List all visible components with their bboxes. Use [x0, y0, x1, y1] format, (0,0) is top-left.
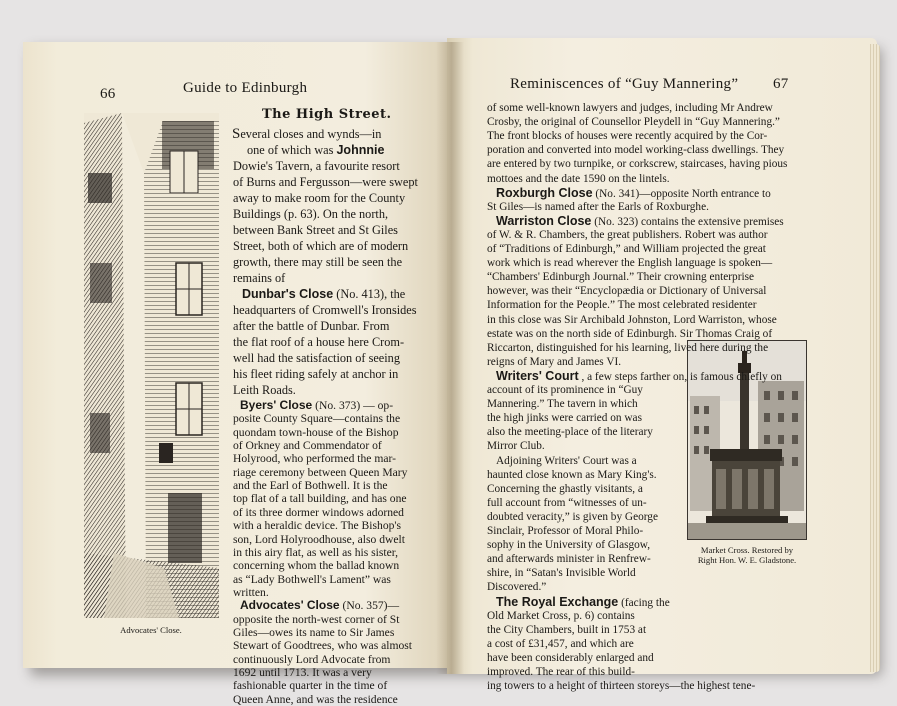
left-text-line: Dunbar's Close (No. 413), the: [242, 287, 406, 301]
right-text-line: Information for the People.” The most celebrated residenter: [487, 299, 757, 312]
right-text-line: however, was their “Encyclopædia or Dictionary of Universal: [487, 285, 767, 298]
left-text-line: and the Earl of Bothwell. It is the: [233, 479, 388, 493]
right-text-line: Riccarton, distinguished for his learning, lived here during the: [487, 341, 769, 354]
left-text-line: riage ceremony between Queen Mary: [233, 465, 408, 479]
right-text-line: doubted veracity,” is given by George: [487, 510, 658, 523]
left-text-line: posite County Square—contains the: [233, 412, 401, 426]
right-text-line: Warriston Close (No. 323) contains the extensive premises: [496, 213, 784, 228]
left-text-line: written.: [233, 585, 269, 599]
left-text-line: 1692 until 1713. It was a very: [233, 666, 372, 679]
left-text-line: after the battle of Dunbar. From: [233, 319, 390, 333]
right-text-line: The front blocks of houses were recently acquired by the Cor-: [487, 130, 768, 143]
right-text-line: sophy in the University of Glasgow,: [487, 539, 651, 552]
right-text-line: reigns of Mary and James VI.: [487, 355, 622, 368]
right-heading-highlight: Writers' Court: [496, 368, 579, 383]
right-text-line: Writers' Court , a few steps farther on, is famous chiefly on: [496, 368, 782, 383]
advocates-close-illustration: [84, 113, 219, 618]
right-text-line: “Chambers' Edinburgh Journal.” Their crowning enterprise: [487, 271, 755, 284]
left-text-line: away to make room for the County: [233, 191, 406, 205]
right-text-line: have been considerably enlarged and: [487, 651, 654, 664]
right-text-line: Sinclair, Professor of Moral Philo-: [487, 525, 644, 537]
right-text-line: Crosby, the original of Counsellor Pleydell in “Guy Mannering.”: [487, 116, 780, 129]
right-text-line: of “Traditions of Edinburgh,” and William projected the great: [487, 243, 766, 255]
right-text-line: full account from “witnesses of un-: [487, 496, 647, 509]
left-text-line: Stewart of Goodtrees, who was almost: [233, 639, 413, 653]
left-text-line: remains of: [233, 271, 286, 285]
left-text-line: Byers' Close (No. 373) — op-: [240, 398, 394, 412]
right-text-line: a cost of £31,457, and which are: [487, 637, 634, 650]
left-text-line: Giles—owes its name to Sir James: [233, 625, 395, 639]
left-text-line: Dowie's Tavern, a favourite resort: [233, 159, 400, 173]
left-text-line: concerning whom the ballad known: [233, 559, 400, 573]
left-text-line: Advocates' Close (No. 357)—: [240, 598, 400, 613]
left-text-line: Leith Roads.: [233, 383, 296, 397]
right-heading-highlight: Roxburgh Close: [496, 185, 593, 200]
right-text-line: improved. The rear of this build-: [487, 666, 635, 678]
left-text-line: continuously Lord Advocate from: [233, 652, 391, 666]
left-text-line: of its three dormer windows adorned: [233, 505, 404, 519]
left-text-line: of Orkney and Commendator of: [233, 439, 382, 453]
left-text-line: in this airy flat, as well as his sister,: [233, 545, 399, 559]
left-text-line: as “Lady Bothwell's Lament” was: [233, 572, 391, 586]
left-text-line: headquarters of Cromwell's Ironsides: [233, 303, 417, 317]
left-text-line: Buildings (p. 63). On the north,: [233, 207, 389, 221]
right-text-line: also the meeting-place of the literary: [487, 426, 653, 439]
right-text-line: are entered by two turnpike, or corkscrew, staircases, having pious: [487, 158, 788, 171]
left-illustration-caption: Advocates' Close.: [120, 625, 182, 635]
left-text-line: Street, both of which are of modern: [233, 239, 409, 253]
right-text-line: Discovered.”: [487, 581, 547, 594]
left-heading-highlight: Byers' Close: [240, 398, 313, 412]
right-text-line: Old Market Cross, p. 6) contains: [487, 609, 635, 622]
right-text-line: shire, in “Satan's Invisible World: [487, 567, 636, 580]
left-text-line: top flat of a tall building, and has one: [233, 492, 407, 506]
right-text-line: Concerning the ghastly visitants, a: [487, 482, 643, 495]
right-heading-highlight: Warriston Close: [496, 213, 592, 228]
right-text-line: Mirror Club.: [487, 440, 545, 453]
left-text-line: son, Lord Holyroodhouse, also dwelt: [233, 532, 405, 546]
left-text-line: between Bank Street and St Giles: [233, 223, 398, 237]
left-text-line: his fleet riding safely at anchor in: [233, 367, 399, 381]
left-text-line: the flat roof of a house here Crom-: [233, 335, 405, 349]
right-text-line: Adjoining Writers' Court was a: [496, 454, 637, 467]
right-text-line: of W. & R. Chambers, the great publishers. Robert was author: [487, 228, 768, 241]
right-text-line: ing towers to a height of thirteen storeys—the highest tene-: [487, 680, 756, 693]
dunbar-close-highlight: Dunbar's Close: [242, 287, 334, 301]
right-text-line: The Royal Exchange (facing the: [496, 594, 670, 609]
left-heading-highlight: Advocates' Close: [240, 598, 340, 613]
left-text-line: growth, there may still be seen the: [233, 255, 403, 269]
right-page-number: 67: [773, 76, 789, 92]
left-text-line: opposite the north-west corner of St: [233, 612, 400, 626]
right-text-line: and afterwards minister in Renfrew-: [487, 553, 651, 566]
left-text-line: Several closes and wynds—in: [232, 126, 382, 142]
right-text-line: the City Chambers, built in 1753 at: [487, 623, 647, 636]
left-page-number: 66: [100, 86, 116, 102]
right-text-line: mottoes and the date 1590 on the lintels.: [487, 172, 670, 185]
page-edge: [870, 44, 880, 672]
right-illustration-caption: Market Cross. Restored by Right Hon. W. E. Gladstone.: [697, 545, 797, 565]
right-text-line: St Giles—is named after the Earls of Roxburghe.: [487, 200, 709, 213]
right-text-line: account of its prominence in “Guy: [487, 384, 643, 396]
left-text-line: of Burns and Fergusson—were swept: [233, 175, 418, 189]
right-text-line: the high jinks were carried on was: [487, 412, 642, 425]
right-text-line: haunted close known as Mary King's.: [487, 468, 657, 481]
left-text-line: well had the satisfaction of seeing: [233, 351, 400, 365]
left-running-head: Guide to Edinburgh: [183, 80, 308, 96]
drop-letter: S: [232, 126, 241, 142]
left-text-line: one of which was Johnnie: [247, 143, 385, 157]
johnnie-highlight: Johnnie: [336, 143, 385, 157]
left-text-line: quondam town-house of the Bishop: [233, 425, 399, 439]
section-title: The High Street.: [262, 107, 392, 122]
left-text-line: fashionable quarter in the time of: [233, 679, 388, 693]
right-text-line: Roxburgh Close (No. 341)—opposite North entrance to: [496, 185, 771, 200]
right-text-line: in this close was Sir Archibald Johnston, Lord Warriston, whose: [487, 313, 777, 326]
left-text-line: with a heraldic device. The Bishop's: [233, 519, 402, 533]
right-text-line: poration and converted into model working-class dwellings. They: [487, 144, 785, 157]
left-text-line: Queen Anne, and was the residence: [233, 692, 398, 706]
right-heading-highlight: The Royal Exchange: [496, 594, 619, 609]
right-running-head: Reminiscences of “Guy Mannering”: [510, 76, 739, 92]
book-gutter: [436, 42, 464, 674]
right-text-line: Mannering.” The tavern in which: [487, 398, 638, 411]
left-text-line: Holyrood, who performed the mar-: [233, 452, 396, 466]
right-text-line: of some well-known lawyers and judges, including Mr Andrew: [487, 102, 773, 114]
right-text-line: estate was on the north side of Edinburgh. Sir Thomas Craig of: [487, 327, 773, 340]
right-text-line: work which is read wherever the English language is spoken—: [487, 257, 773, 270]
